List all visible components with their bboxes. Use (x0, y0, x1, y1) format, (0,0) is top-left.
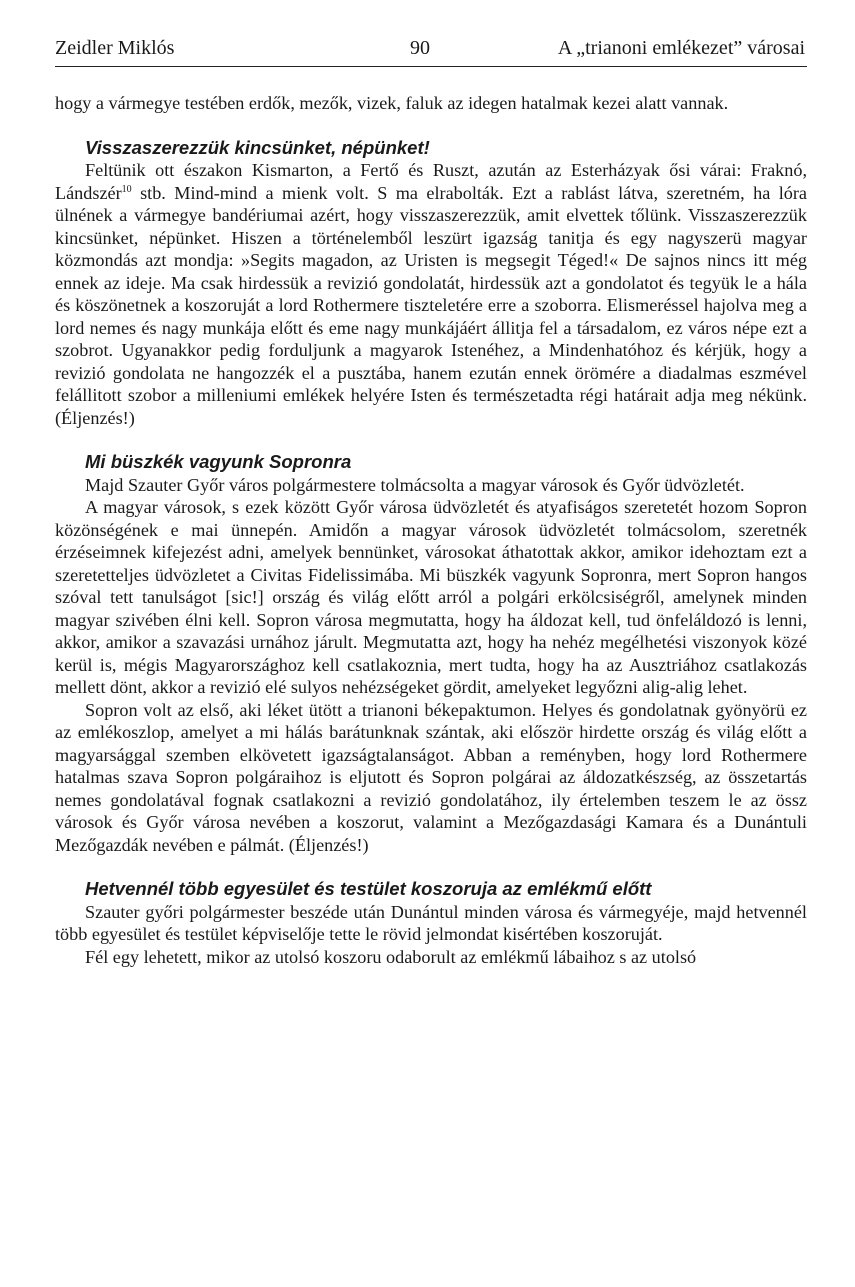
header-rule (55, 66, 807, 67)
header-author: Zeidler Miklós (55, 37, 175, 59)
paragraph-6: Fél egy lehetett, mikor az utolsó koszoru odaborult az emlékmű lábaihoz s az utolsó (85, 946, 697, 967)
section-gap (55, 115, 807, 137)
paragraph-continuation: hogy a vármegye testében erdők, mezők, vizek, faluk az idegen hatalmak kezei alatt vannak. (55, 93, 729, 113)
paragraph-1-text-b: stb. Mind-mind a mienk volt. S ma elrabolták. Ezt a rablást látva, szeretném, ha lóra ülnének a vármegye bandériumai azért, hogy visszaszerezzük, amit elvettek tőlünk. Visszaszerezzük kincsünket, népünket. Hiszen a történelemből leszürt igazság tanitja és egy nagyszerü magyar közmondás azt mondja: »Segits magadon, az Uristen is megsegit Téged!« De sajnos nincs itt még ennek az ideje. Ma csak hirdessük a revizió gondolatát, hirdessük azt a gondolatot és tegyük le a hála és köszönetnek a koszoruját a lord Rothermere tiszteletére erre a szoborra. Elismeréssel hajolva meg a lord nemes és nagy munkája előtt és eme nagy munkájáért állitja fel a társadalom, ez város népe ezt a szobrot. Ugyanakkor pedig forduljunk a magyarok Istenéhez, a Mindenhatóhoz és kérjük, hogy a revizió gondolata ne hangozzék el a pusztába, hanem ezután ennek örömére a diadalmas eszmével felállitott szobor a milleniumi emlékek helyére Isten és természetadta régi határait adja meg nékünk. (Éljenzés!) (55, 182, 807, 428)
paragraph-2: Majd Szauter Győr város polgármestere tolmácsolta a magyar városok és Győr üdvözletét. (85, 474, 745, 495)
paragraph-5: Szauter győri polgármester beszéde után Dunántul minden városa és vármegyéje, majd hetvennél több egyesület és testület képviselője tette le rövid jelmondat kisértében koszoruját. (55, 901, 807, 944)
section-gap (55, 856, 807, 878)
paragraph-1-text-a: Feltünik ott északon Kismarton, a Fertő és Ruszt, azután az Esterházyak ősi várai: Fraknó, Lándszér (55, 160, 807, 203)
section-heading-3: Hetvennél több egyesület és testület koszoruja az emlékmű előtt (85, 878, 652, 899)
header-title: A „trianoni emlékezet” városai (557, 37, 805, 59)
page-number: 90 (410, 37, 430, 59)
paragraph-4: Sopron volt az első, aki léket ütött a trianoni békepaktumon. Helyes és gondolatnak gyönyörü ez az emlékoszlop, amelyet a mi hálás barátunknak szántak, aki először hirdette ország és világ előtt a magyarsággal szemben elkövetett igazságtalanságot. Abban a reményben, hogy lord Rothermere hatalmas szava Sopron polgáraihoz is eljutott és Sopron polgárai az áldozatkészség, az összetartás nemes gondolatával fognak csatlakozni a revizió gondolatához, ily értelemben teszem le az össz városok és Győr városa nevében a koszorut, valamint a Mezőgazdasági Kamara és a Dunántuli Mezőgazdák nevében e pálmát. (Éljenzés!) (55, 699, 807, 855)
running-header (55, 38, 805, 68)
footnote-ref-10[interactable]: 10 (121, 183, 132, 195)
paragraph-1 (55, 159, 807, 429)
section-heading-2: Mi büszkék vagyunk Sopronra (85, 451, 352, 472)
paragraph-3: A magyar városok, s ezek között Győr városa üdvözletét és atyafiságos szeretetét hozom Sopron közönségének e mai ünnepén. Amidőn a magyar városok üdvözletét tolmácsolom, szeretnék érzéseimnek kifejezést adni, amelyek bennünket, városokat áthatottak akkor, amikor idehoztam ezt a szeretetteljes üdvözletet a Civitas Fidelissimába. Mi büszkék vagyunk Sopronra, mert Sopron hangos szóval tett tanulságot [sic!] ország és világ előtt arról a polgári erkölcsiségről, amelynek minden magyar szivében élni kell. Sopron városa megmutatta, hogy ha áldozat kell, tud önfeláldozó is lenni, akkor, amikor a szavazási urnához járult. Megmutatta azt, hogy ha nehéz megélhetési viszonyok közé kerül is, mégis Magyarországhoz kell csatlakoznia, mert tudta, hogy ha az Ausztriához csatlakozás mellett dönt, akkor a revizió elé sulyos nehézségeket gördit, amelyeket legyőzni alig-alig lehet. (55, 497, 807, 697)
section-gap (55, 429, 807, 451)
page-body (55, 92, 807, 968)
section-heading-1: Visszaszerezzük kincsünket, népünket! (85, 136, 430, 158)
